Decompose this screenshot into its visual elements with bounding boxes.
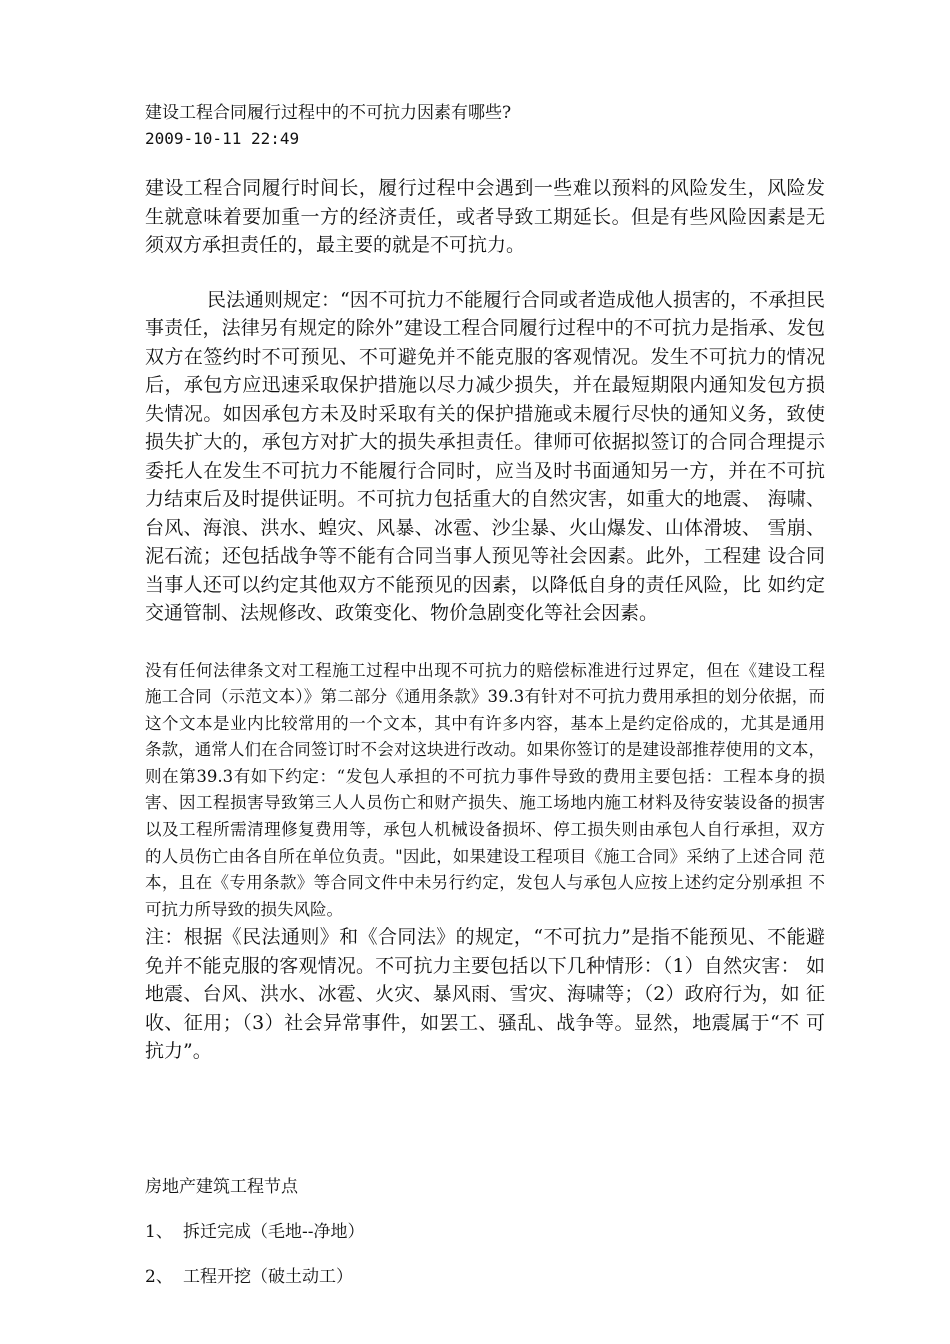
paragraph-civil-law: 民法通则规定：“因不可抗力不能履行合同或者造成他人损害的，不承担民事责任，法律另有规定的除外”建设工程合同履行过程中的不可抗力是指承、发包双方在签约时不可预见、不可避免并不能克服的客观情况。发生不可抗力的情况后，承包方应迅速采取保护措施以尽力减少损失，并在最短期限内通知发包方损失情况。如因承包方未及时采取有关的保护措施或未履行尽快的通知义务，致使损失扩大的，承包方对扩大的损失承担责任。律师可依据拟签订的合同合理提示委托人在发生不可抗力不能履行合同时，应当及时书面通知另一方，并在不可抗力结束后及时提供证明。不可抗力包括重大的自然灾害，如重大的地震、 海啸、台风、海浪、洪水、蝗灾、风暴、冰雹、沙尘暴、火山爆发、山体滑坡、 雪崩、泥石流；还包括战争等不能有合同当事人预见等社会因素。此外，工程建 设合同当事人还可以约定其他双方不能预见的因素，以降低自身的责任风险，比 如约定交通管制、法规修改、政策变化、物价急剧变化等社会因素。	[145, 288, 825, 624]
list-item	[145, 1264, 825, 1290]
list-item-number: 2、	[145, 1266, 173, 1287]
list-item-number: 1、	[145, 1221, 173, 1242]
paragraph-contract-terms: 没有任何法律条文对工程施工过程中出现不可抗力的赔偿标准进行过界定，但在《建设工程 施工合同（示范文本）》第二部分《通用条款》39.3有针对不可抗力费用承担的划分依据，而 这个文本是业内比较常用的一个文本，其中有许多内容，基本上是约定俗成的，尤其是通用 条款，通常人们在合同签订时不会对这块进行改动。如果你签订的是建设部推荐使用的文本， 则在第39.3有如下约定：“发包人承担的不可抗力事件导致的费用主要包括：工程本身的损 害、因工程损害导致第三人人员伤亡和财产损失、施工场地内施工材料及待安装设备的损害 以及工程所需清理修复费用等，承包人机械设备损坏、停工损失则由承包人自行承担，双方 的人员伤亡由各自所在单位负责。"因此，如果建设工程项目《施工合同》采纳了上述合同 范本，且在《专用条款》等合同文件中未另行约定，发包人与承包人应按上述约定分别承担 不可抗力所导致的损失风险。	[145, 660, 825, 919]
document-datetime: 2009-10-11 22:49	[145, 129, 300, 148]
list-item-text: 拆迁完成（毛地--净地）	[183, 1221, 365, 1242]
section-title: 房地产建筑工程节点	[145, 1176, 298, 1197]
list-item-text: 工程开挖（破土动工）	[183, 1266, 353, 1287]
paragraph-intro: 建设工程合同履行时间长，履行过程中会遇到一些难以预料的风险发生，风险发生就意味着要加重一方的经济责任，或者导致工期延长。但是有些风险因素是无须双方承担责任的，最主要的就是不可抗力。	[145, 177, 825, 256]
paragraph-note: 注：根据《民法通则》和《合同法》的规定，“不可抗力”是指不能预见、不能避免并不能克服的客观情况。不可抗力主要包括以下几种情形：（1）自然灾害： 如地震、台风、洪水、冰雹、火灾、暴风雨、雪灾、海啸等；（2）政府行为，如 征收、征用；（3）社会异常事件，如罢工、骚乱、战争等。显然，地震属于“不 可抗力”。	[145, 926, 825, 1063]
document-title: 建设工程合同履行过程中的不可抗力因素有哪些?	[145, 103, 512, 123]
list-item	[145, 1219, 825, 1245]
document-page	[145, 100, 825, 1290]
